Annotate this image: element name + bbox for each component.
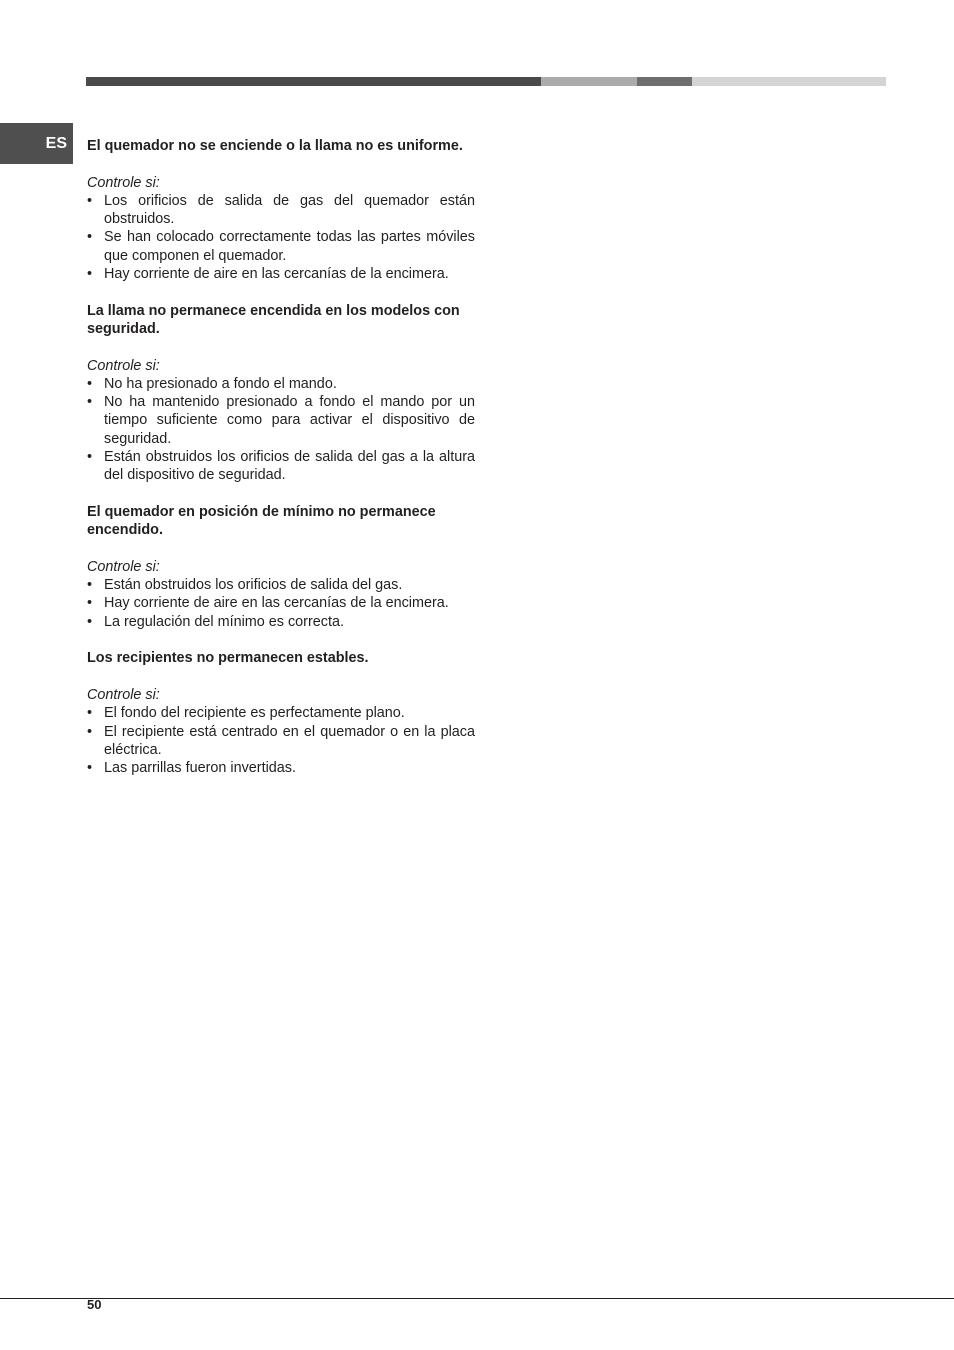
- troubleshooting-section: [87, 302, 475, 485]
- troubleshooting-section: [87, 137, 475, 283]
- list-item: • No ha presionado a fondo el mando.: [87, 375, 475, 393]
- section-heading: La llama no permanece encendida en los modelos con seguridad.: [87, 302, 460, 337]
- section-heading: Los recipientes no permanecen estables.: [87, 650, 369, 667]
- check-list: [87, 375, 475, 485]
- list-item: • Los orificios de salida de gas del quemador están obstruidos.: [87, 192, 475, 229]
- header-color-bar: [86, 77, 886, 86]
- header-bar-segment-mid: [637, 77, 692, 86]
- troubleshooting-section: [87, 649, 475, 777]
- list-item: • Hay corriente de aire en las cercanías de la encimera.: [87, 265, 475, 283]
- list-item: • El fondo del recipiente es perfectamente plano.: [87, 704, 475, 722]
- check-label: Controle si:: [87, 686, 160, 703]
- list-item: • Hay corriente de aire en las cercanías de la encimera.: [87, 594, 475, 612]
- check-label: Controle si:: [87, 357, 160, 374]
- troubleshooting-content: [87, 137, 475, 796]
- list-item: • El recipiente está centrado en el quemador o en la placa eléctrica.: [87, 723, 475, 760]
- list-item: • Están obstruidos los orificios de salida del gas.: [87, 576, 475, 594]
- list-item: • La regulación del mínimo es correcta.: [87, 613, 475, 631]
- check-label: Controle si:: [87, 558, 160, 575]
- list-item: • Están obstruidos los orificios de salida del gas a la altura del dispositivo de seguridad.: [87, 448, 475, 485]
- check-list: [87, 704, 475, 777]
- troubleshooting-section: [87, 503, 475, 631]
- header-bar-segment-dark: [86, 77, 541, 86]
- footer-divider: [0, 1298, 954, 1299]
- check-label: Controle si:: [87, 174, 160, 191]
- section-heading: El quemador no se enciende o la llama no es uniforme.: [87, 138, 463, 154]
- check-list: [87, 576, 475, 631]
- check-list: [87, 192, 475, 283]
- list-item: • No ha mantenido presionado a fondo el mando por un tiempo suficiente como para activar el dispositivo de seguridad.: [87, 393, 475, 448]
- section-heading: El quemador en posición de mínimo no permanece encendido.: [87, 503, 436, 539]
- page-number: 50: [87, 1297, 102, 1312]
- list-item: • Las parrillas fueron invertidas.: [87, 759, 475, 777]
- list-item: • Se han colocado correctamente todas las partes móviles que componen el quemador.: [87, 228, 475, 265]
- header-bar-segment-pale: [692, 77, 886, 86]
- language-tab: ES: [0, 123, 73, 164]
- header-bar-segment-light: [541, 77, 637, 86]
